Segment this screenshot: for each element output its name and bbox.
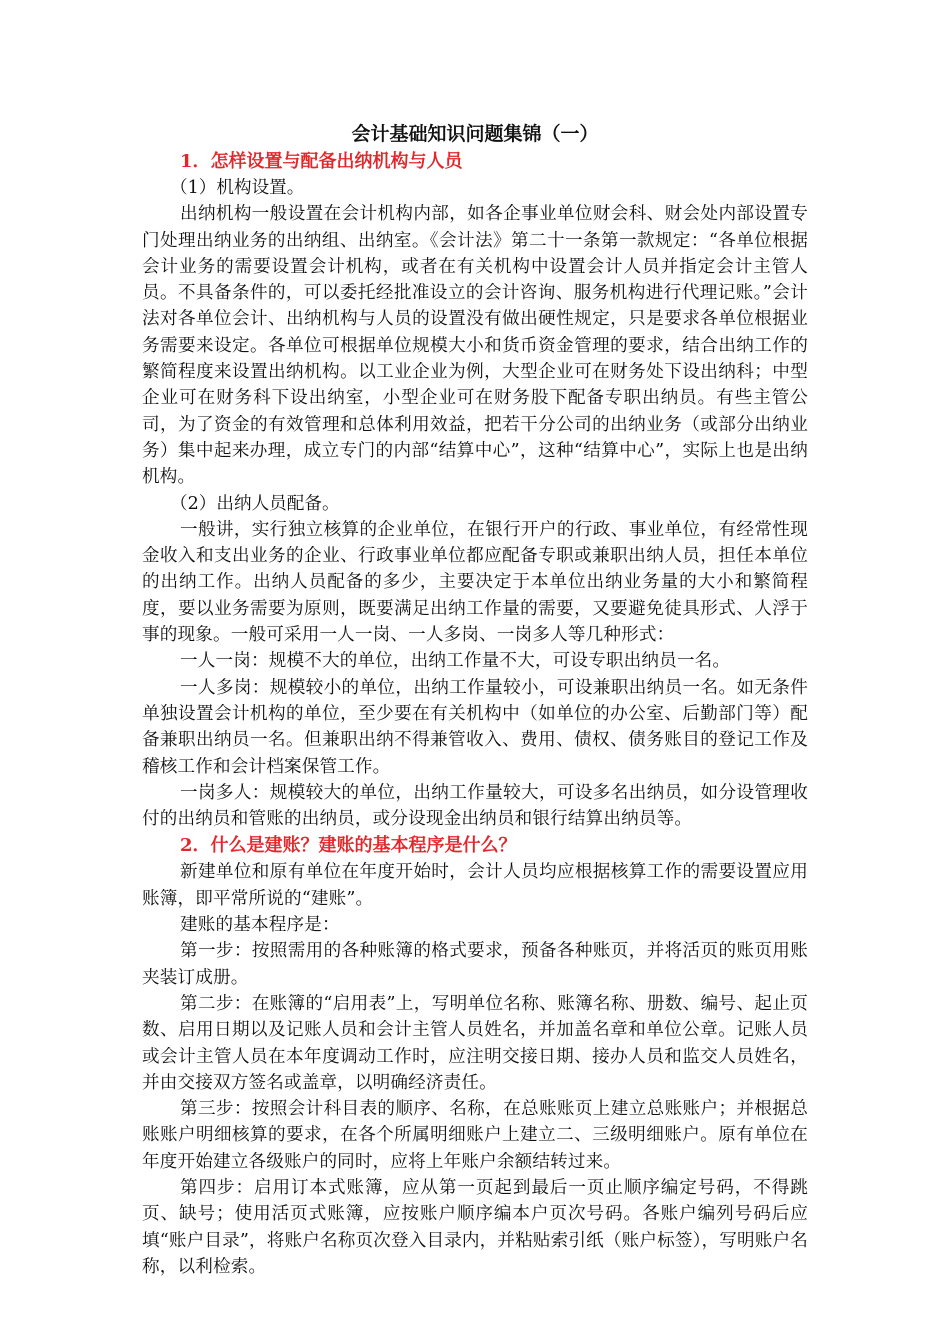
section-1-paragraph-4: 一人多岗：规模较小的单位，出纳工作量较小，可设兼职出纳员一名。如无条件单独设置会计机构的单位，至少要在有关机构中（如单位的办公室、后勤部门等）配备兼职出纳员一名。但兼职出纳不得兼管收入、费用、债权、债务账目的登记工作及稽核工作和会计档案保管工作。 <box>142 677 808 777</box>
section-1-paragraph-3: 一人一岗：规模不大的单位，出纳工作量不大，可设专职出纳员一名。 <box>180 651 731 672</box>
section-1-paragraph-5: 一岗多人：规模较大的单位，出纳工作量较大，可设多名出纳员，如分设管理收付的出纳员和管账的出纳员，或分设现金出纳员和银行结算出纳员等。 <box>142 782 808 830</box>
section-1-sub-1: （1）机构设置。 <box>170 178 305 198</box>
section-2-heading: 2．什么是建账？建账的基本程序是什么？ <box>180 835 517 857</box>
document-title: 会计基础知识问题集锦（一） <box>351 123 599 145</box>
section-1-heading: 1．怎样设置与配备出纳机构与人员 <box>180 151 463 172</box>
section-2-paragraph-6: 第四步：启用订本式账簿，应从第一页起到最后一页止顺序编定号码，不得跳页、缺号；使用活页式账簿，应按账户顺序编本户页次号码。各账户编列号码后应填“账户目录”，将账户名称页次登入目录内，并粘贴索引纸（账户标签），写明账户名称，以利检索。 <box>142 1177 809 1277</box>
section-1-paragraph-1: 出纳机构一般设置在会计机构内部，如各企事业单位财会科、财会处内部设置专门处理出纳业务的出纳组、出纳室。《会计法》第二十一条第一款规定：“各单位根据会计业务的需要设置会计机构，或者在有关机构中设置会计人员并指定会计主管人员。不具备条件的，可以委托经批准设立的会计咨询、服务机构进行代理记账。”会计法对各单位会计、出纳机构与人员的设置没有做出硬性规定，只是要求各单位根据业务需要来设定。各单位可根据单位规模大小和货币资金管理的要求，结合出纳工作的繁简程度来设置出纳机构。以工业企业为例，大型企业可在财务处下设出纳科；中型企业可在财务科下设出纳室，小型企业可在财务股下配备专职出纳员。有些主管公司，为了资金的有效管理和总体利用效益，把若干分公司的出纳业务（或部分出纳业务）集中起来办理，成立专门的内部“结算中心”，这种“结算中心”，实际上也是出纳机构。 <box>142 204 808 488</box>
section-2-paragraph-2: 建账的基本程序是： <box>180 915 340 936</box>
section-2-paragraph-4: 第二步：在账簿的“启用表”上，写明单位名称、账簿名称、册数、编号、起止页数、启用日期以及记账人员和会计主管人员姓名，并加盖名章和单位公章。记账人员或会计主管人员在本年度调动工作时，应注明交接日期、接办人员和监交人员姓名，并由交接双方签名或盖章，以明确经济责任。 <box>142 993 808 1093</box>
section-1-sub-2: （2）出纳人员配备。 <box>170 493 340 514</box>
document-page <box>142 120 808 1280</box>
section-2-paragraph-3: 第一步：按照需用的各种账簿的格式要求，预备各种账页，并将活页的账页用账夹装订成册。 <box>142 941 808 988</box>
section-1-paragraph-2: 一般讲，实行独立核算的企业单位，在银行开户的行政、事业单位，有经常性现金收入和支出业务的企业、行政事业单位都应配备专职或兼职出纳人员，担任本单位的出纳工作。出纳人员配备的多少，主要决定于本单位出纳业务量的大小和繁简程度，要以业务需要为原则，既要满足出纳工作量的需要，又要避免徒具形式、人浮于事的现象。一般可采用一人一岗、一人多岗、一岗多人等几种形式： <box>142 519 808 646</box>
section-2-paragraph-1: 新建单位和原有单位在年度开始时，会计人员均应根据核算工作的需要设置应用账簿，即平常所说的“建账”。 <box>142 862 808 909</box>
section-2-paragraph-5: 第三步：按照会计科目表的顺序、名称，在总账账页上建立总账账户；并根据总账账户明细核算的要求，在各个所属明细账户上建立二、三级明细账户。原有单位在年度开始建立各级账户的同时，应将上年账户余额结转过来。 <box>142 1099 808 1172</box>
